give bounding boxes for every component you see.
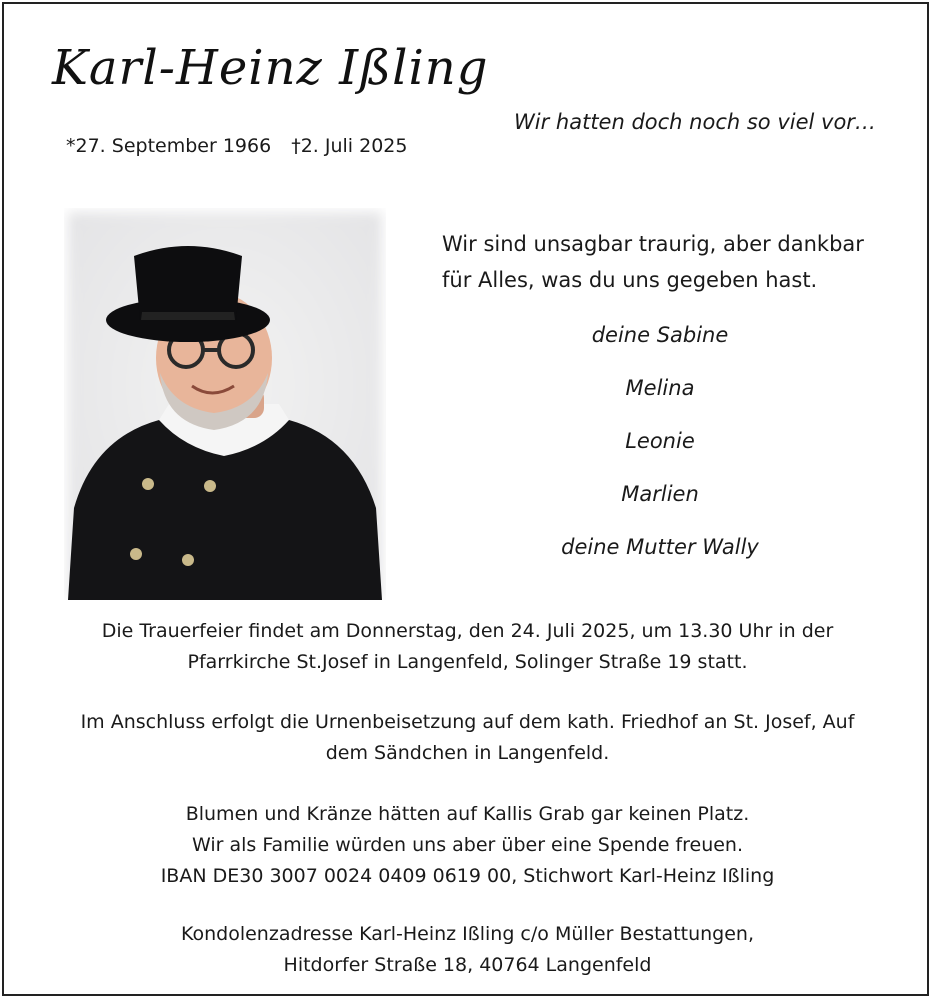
- condolence-line: Hitdorfer Straße 18, 40764 Langenfeld: [283, 954, 652, 976]
- burial-line: Im Anschluss erfolgt die Urnenbeisetzung auf dem kath. Friedhof an St. Josef, Auf: [80, 711, 855, 733]
- motto: Wir hatten doch noch so viel vor…: [514, 110, 876, 134]
- family-member: deine Sabine: [591, 323, 729, 347]
- donation-line: Wir als Familie würden uns aber über eine Spende freuen.: [191, 834, 744, 856]
- family-member: deine Mutter Wally: [561, 535, 759, 559]
- condolence-line: Kondolenzadresse Karl-Heinz Ißling c/o Müller Bestattungen,: [180, 923, 755, 945]
- deceased-name: Karl-Heinz Ißling: [52, 40, 489, 96]
- donation-line: IBAN DE30 3007 0024 0409 0619 00, Stichwort Karl-Heinz Ißling: [160, 865, 775, 887]
- death-date: †2. Juli 2025: [291, 135, 408, 157]
- message-line: für Alles, was du uns gegeben hast.: [442, 268, 818, 292]
- family-list: [440, 312, 880, 577]
- life-dates: [66, 135, 421, 157]
- birth-date: *27. September 1966: [66, 135, 272, 157]
- condolence-address: [20, 919, 915, 981]
- message: [442, 226, 864, 298]
- donation-info: [20, 799, 915, 892]
- family-member: Leonie: [625, 429, 695, 453]
- burial-line: dem Sändchen in Langenfeld.: [325, 742, 610, 764]
- family-member: Melina: [625, 376, 695, 400]
- burial-info: [20, 707, 915, 769]
- donation-line: Blumen und Kränze hätten auf Kallis Grab gar keinen Platz.: [185, 803, 750, 825]
- funeral-line: Die Trauerfeier findet am Donnerstag, den 24. Juli 2025, um 13.30 Uhr in der: [101, 620, 834, 642]
- funeral-line: Pfarrkirche St.Josef in Langenfeld, Solinger Straße 19 statt.: [187, 651, 748, 673]
- family-member: Marlien: [621, 482, 699, 506]
- message-line: Wir sind unsagbar traurig, aber dankbar: [442, 232, 864, 256]
- portrait-photo: [64, 208, 386, 600]
- funeral-info: [20, 616, 915, 678]
